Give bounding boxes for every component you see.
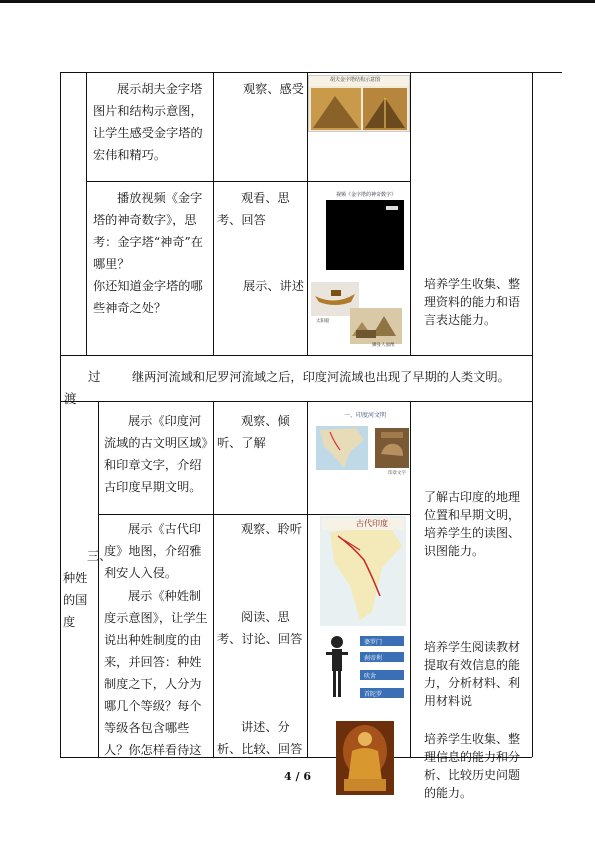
- page-top-border: [0, 0, 595, 3]
- goal-2: 了解古印度的地理位置和早期文明，培养学生的读图、识图能力。: [424, 490, 521, 558]
- buddha-image: [336, 721, 394, 795]
- transition-label: 过渡: [64, 369, 121, 406]
- s3-content-2b: 展示《种姓制度示意图》，让学生说出种姓制度的由来，并回答：种姓制度之下，人分为哪几个等级？每个等级各包含哪些人？你怎样看待这: [104, 589, 208, 757]
- r2-activity-b: 展示、讲述: [243, 279, 304, 293]
- row-divider-1: [86, 181, 410, 182]
- pyramid-structure-svg: [309, 76, 409, 131]
- goal-1: 培养学生收集、整理资料的能力和语言表达能力。: [424, 277, 521, 327]
- indus-map-svg: [316, 426, 368, 470]
- s3-content-1: 展示《印度河流域的古文明区域》和印章文字，介绍古印度早期文明。: [104, 414, 208, 494]
- r1-activity: 观察、感受: [243, 82, 304, 96]
- col-line-label-2: [98, 401, 99, 757]
- s3-content-2a: 展示《古代印度》地图，介绍雅利安人入侵。: [104, 522, 202, 580]
- video-frame: [326, 200, 404, 270]
- video-logo: [386, 206, 398, 210]
- sphinx-image: [350, 308, 402, 344]
- sphinx-caption: 狮身人面像: [372, 343, 395, 348]
- row-divider-transition-top: [60, 355, 532, 356]
- caste-label-4: 首陀罗: [364, 691, 383, 698]
- caste-diagram: [324, 630, 408, 706]
- pyramid-structure-image: [308, 75, 410, 132]
- seal-caption: 印章文字: [388, 471, 406, 476]
- pyramid-structure-caption: 胡夫金字塔结构示意图: [330, 77, 381, 83]
- r2-activity-a: 观看、思考、回答: [217, 191, 290, 227]
- r2-content-b: 你还知道金字塔的哪些神奇之处？: [93, 279, 203, 315]
- s3-activity-2b: 阅读、思考、讨论、回答: [217, 610, 303, 646]
- col-line-image: [410, 72, 411, 355]
- col-line-right: [532, 72, 533, 757]
- section3-label: 三、种姓的国度: [63, 549, 112, 629]
- col-line-activity-2: [307, 401, 308, 757]
- r2-content-a: 播放视频《金字塔的神奇数字》，思考：金字塔“神奇”在哪里？: [93, 191, 203, 271]
- seal-svg: [375, 428, 409, 468]
- caste-figure-svg: [324, 634, 350, 704]
- col-line-left: [60, 72, 61, 757]
- s3-activity-2c: 讲述、分析、比较、回答: [217, 720, 303, 756]
- caste-label-2: 刹帝利: [364, 655, 383, 662]
- col-line-image-2: [410, 401, 411, 757]
- seal-image: [375, 428, 409, 468]
- indus-map-image: [316, 426, 368, 470]
- video-caption: 视频《金字塔的神奇数字》: [336, 192, 397, 198]
- col-line-content: [213, 72, 214, 355]
- sphinx-svg: [350, 308, 402, 344]
- indus-title: 一、印度河文明: [344, 412, 387, 419]
- ancient-india-title: 古代印度: [356, 519, 388, 528]
- goal-4: 培养学生收集、整理信息的能力和分析、比较历史问题的能力。: [424, 732, 521, 800]
- row-divider-section3: [98, 514, 410, 515]
- ancient-india-map-svg: [320, 516, 406, 626]
- row-divider-transition-bottom: [60, 401, 532, 402]
- caste-label-3: 吠舍: [364, 673, 377, 680]
- sun-boat-caption: 太阳船: [316, 319, 330, 324]
- buddha-svg: [336, 721, 394, 795]
- s3-activity-2a: 观察、聆听: [241, 522, 302, 536]
- ancient-india-map: [320, 516, 406, 626]
- caste-label-1: 婆罗门: [364, 639, 383, 646]
- s3-activity-1: 观察、倾听、了解: [217, 414, 290, 450]
- r1-content: 展示胡夫金字塔图片和结构示意图，让学生感受金字塔的宏伟和精巧。: [93, 82, 203, 162]
- col-line-content-2: [213, 401, 214, 757]
- col-line-label: [86, 72, 87, 355]
- page-number: 4 / 6: [284, 770, 311, 783]
- goal-3: 培养学生阅读教材提取有效信息的能力，分析材料、利用材料说: [424, 640, 521, 708]
- transition-content: 继两河流域和尼罗河流域之后，印度河流域也出现了早期的人类文明。: [132, 370, 510, 384]
- table-top-border-extension: [410, 72, 562, 73]
